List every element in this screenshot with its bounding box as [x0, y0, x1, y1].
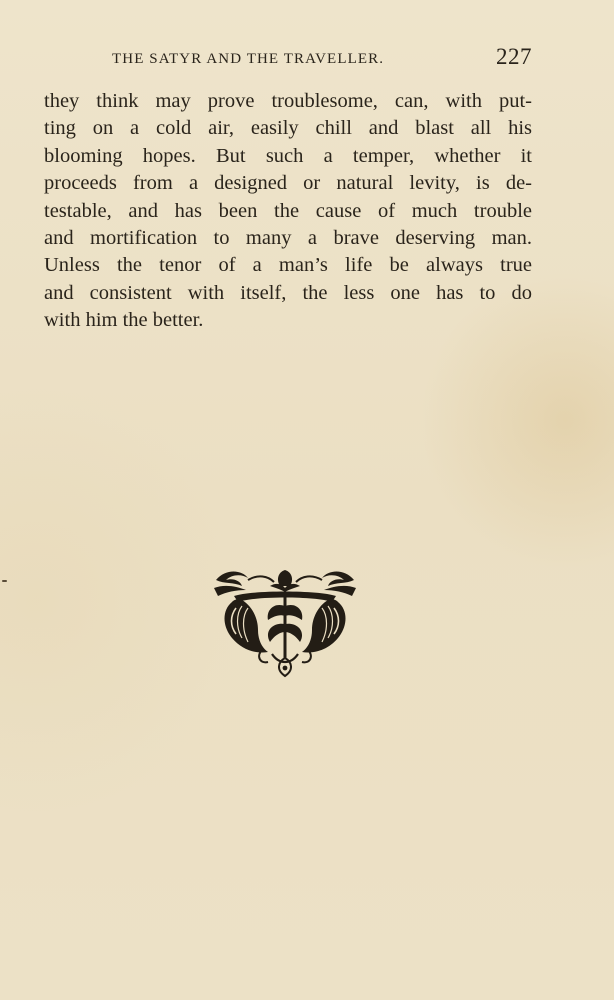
- text-line: and mortification to many a brave deserving man.: [44, 226, 532, 249]
- text-line: blooming hopes. But such a temper, whether it: [44, 144, 532, 167]
- text-line: testable, and has been the cause of much trouble: [44, 199, 532, 222]
- paper-speck: [2, 580, 7, 582]
- running-title: THE SATYR AND THE TRAVELLER.: [112, 51, 385, 67]
- text-line: and consistent with itself, the less one has to do: [44, 281, 532, 304]
- floral-tailpiece-ornament-icon: [212, 566, 358, 678]
- text-line: with him the better.: [44, 309, 204, 332]
- text-line: ting on a cold air, easily chill and blast all his: [44, 117, 532, 140]
- page-number: 227: [496, 44, 532, 69]
- running-head: [112, 44, 532, 74]
- text-line: proceeds from a designed or natural levity, is de-: [44, 172, 532, 195]
- text-line: they think may prove troublesome, can, with put-: [44, 90, 532, 112]
- text-line: Unless the tenor of a man’s life be always true: [44, 254, 532, 277]
- body-paragraph: [44, 88, 532, 335]
